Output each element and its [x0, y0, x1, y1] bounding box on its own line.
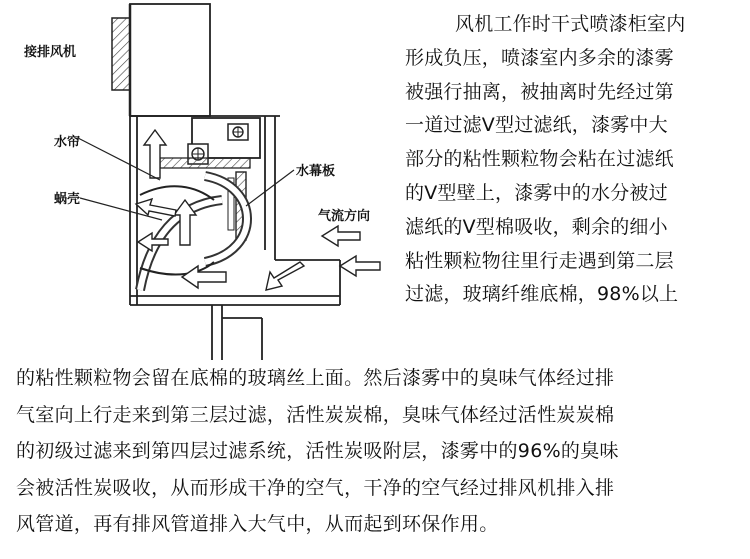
paragraph-line: 一道过滤V型过滤纸，漆雾中大 [405, 114, 668, 137]
paragraph-line: 的粘性颗粒物会留在底棉的玻璃丝上面。然后漆雾中的臭味气体经过排 [16, 367, 615, 389]
label-water-curtain: 水帘 [54, 135, 81, 150]
paragraph-line: 形成负压，喷漆室内多余的漆雾 [405, 46, 674, 69]
paragraph-line: 被强行抽离，被抽离时先经过第 [405, 80, 674, 103]
airflow-arrows-external [266, 226, 380, 290]
label-exhaust-fan: 接排风机 [24, 45, 77, 60]
fan-duct [160, 118, 260, 168]
exhaust-fan-housing [112, 4, 210, 116]
paragraph-line: 风管道，再有排风管道排入大气中，从而起到环保作用。 [16, 513, 499, 535]
paragraph-line: 粘性颗粒物往里行走遇到第二层 [405, 249, 674, 272]
label-snail-shell: 蜗壳 [54, 192, 81, 207]
paragraph-line: 风机工作时干式喷漆柜室内 [455, 13, 686, 35]
paragraph-side-column [405, 8, 747, 312]
spray-booth-diagram [0, 0, 412, 360]
paragraph-line: 滤纸的V型棉吸收，剩余的细小 [405, 215, 668, 238]
paragraph-line: 气室向上行走来到第三层过滤，活性炭炭棉，臭味气体经过活性炭炭棉 [16, 403, 615, 426]
paragraph-line: 过滤，玻璃纤维底棉，98%以上 [405, 283, 679, 306]
label-airflow-direction: 气流方向 [318, 209, 371, 224]
paragraph-line: 的初级过滤来到第四层过滤系统，活性炭吸附层，漆雾中的96%的臭味 [16, 440, 619, 462]
paragraph-bottom-block [16, 360, 746, 543]
paragraph-line: 部分的粘性颗粒物会粘在过滤纸 [405, 148, 674, 171]
paragraph-line: 会被活性炭吸收，从而形成干净的空气，干净的空气经过排风机排入排 [16, 476, 615, 499]
paragraph-line: 的V型壁上，漆雾中的水分被过 [405, 181, 668, 204]
label-water-curtain-board: 水幕板 [296, 164, 336, 179]
